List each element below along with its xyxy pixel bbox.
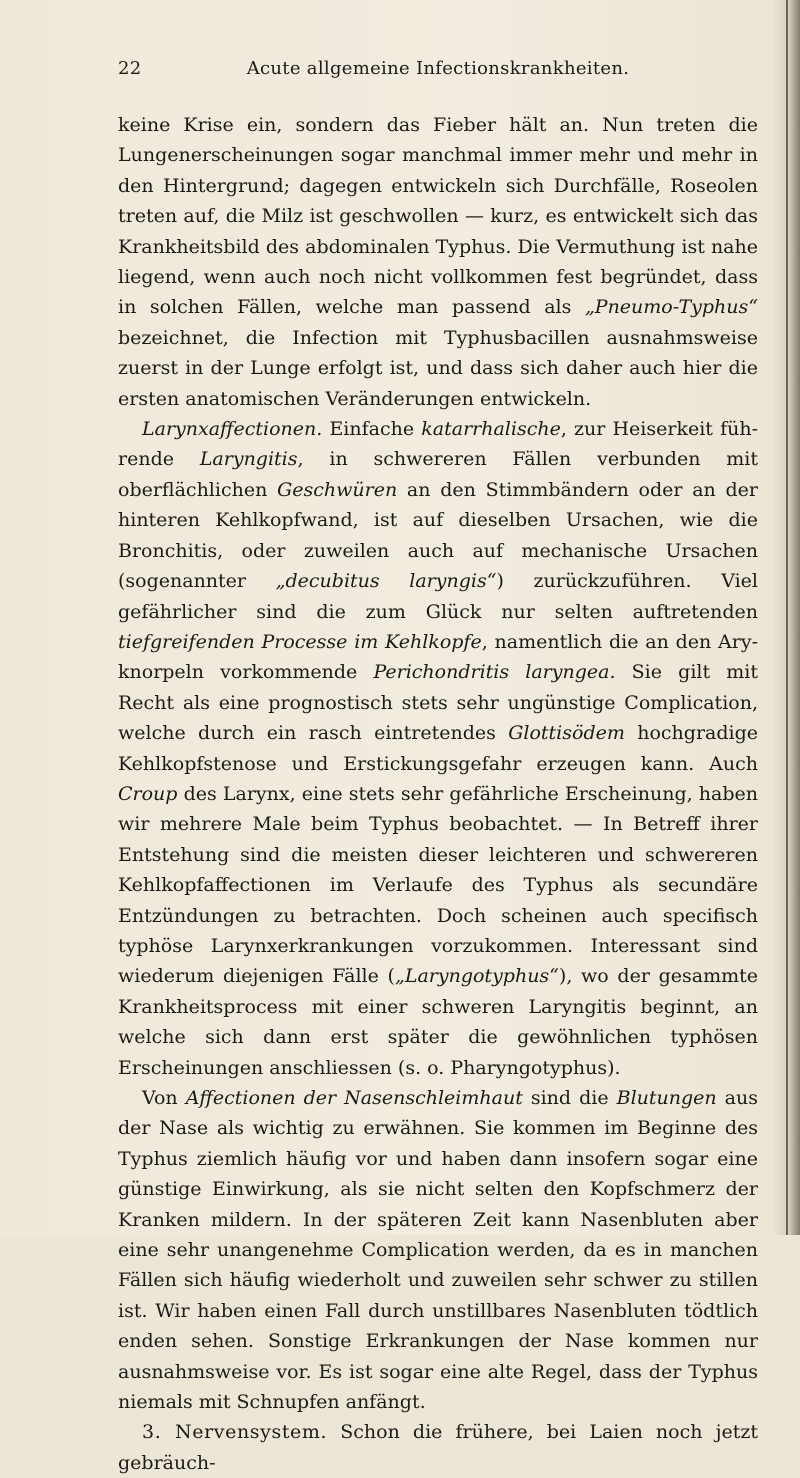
section-heading-larynxaffectionen: Larynxaffectionen.: [142, 418, 323, 441]
page-number: 22: [118, 58, 142, 79]
running-title: Acute allgemeine Infectionskrankheiten.: [246, 58, 630, 79]
paragraph-nasenschleimhaut: Von Affectionen der Nasenschleimhaut sind die Blutungen aus der Nase als wichtig zu erwähnen. Sie kommen im Beginne des Typhus ziemlich häufig vor und haben dann insofern sogar eine günstige Einwirkung, als sie nicht selten den Kopfschmerz der Kranken mildern. In der späteren Zeit kann Nasenbluten aber eine sehr unangenehme Complication werden, da es in manchen Fällen sich häufig wiederholt und zuweilen sehr schwer zu stillen ist. Wir haben einen Fall durch unstillbares Nasenbluten tödtlich enden sehen. Sonstige Erkrankungen der Nase kommen nur ausnahmsweise vor. Es ist sogar eine alte Regel, dass der Typhus niemals mit Schnupfen anfängt.: [118, 1087, 758, 1414]
paragraph-nervensystem: 3. Nervensystem. Schon die frühere, bei Laien noch jetzt gebräuch-: [118, 1421, 758, 1474]
page-header: [118, 58, 758, 88]
paragraph-pneumo-typhus: keine Krise ein, sondern das Fieber hält an. Nun treten die Lungenerscheinungen sogar manchmal immer mehr und mehr in den Hintergrund; dagegen entwickeln sich Durchfälle, Roseolen treten auf, die Milz ist geschwollen — kurz, es entwickelt sich das Krankheitsbild des abdominalen Typhus. Die Vermuthung ist nahe liegend, wenn auch noch nicht vollkommen fest begründet, dass in solchen Fällen, welche man passend als „Pneumo-Typhus“ bezeichnet, die Infection mit Typhusbacillen ausnahmsweise zuerst in der Lunge erfolgt ist, und dass sich daher auch hier die ersten anatomischen Veränderungen entwickeln.: [118, 114, 758, 410]
paragraph-larynxaffectionen: Larynxaffectionen. Einfache katarrhalische, zur Heiserkeit führende Laryngitis, in schwereren Fällen verbunden mit oberflächlichen Geschwüren an den Stimmbändern oder an der hinteren Kehlkopfwand, ist auf dieselben Ursachen, wie die Bronchitis, oder zuweilen auch auf mechanische Ursachen (sogenannter „decubitus laryngis“) zurückzuführen. Viel gefährlicher sind die zum Glück nur selten auftretenden tiefgreifenden Processe im Kehlkopfe, namentlich die an den Aryknorpeln vorkommende Perichondritis laryngea. Sie gilt mit Recht als eine prognostisch stets sehr ungünstige Complication, welche durch ein rasch eintretendes Glottisödem hochgradige Kehlkopfstenose und Erstickungsgefahr erzeugen kann. Auch Croup des Larynx, eine stets sehr gefährliche Erscheinung, haben wir mehrere Male beim Typhus beobachtet. — In Betreff ihrer Entstehung sind die meisten dieser leichteren und schwereren Kehlkopfaffectionen im Verlaufe des Typhus als secundäre Entzündungen zu betrachten. Doch scheinen auch specifisch typhöse Larynxerkrankungen vorzukommen. Interessant sind wiederum diejenigen Fälle („Laryngotyphus“), wo der gesammte Krankheitsprocess mit einer schweren Laryngitis beginnt, an welche sich dann erst später die gewöhnlichen typhösen Erscheinungen anschliessen (s. o. Pharyngotyphus).: [118, 418, 758, 1079]
section-heading-nervensystem: 3. Nervensystem.: [142, 1421, 328, 1444]
body-text: [118, 110, 758, 1478]
page-edge-line: [786, 0, 788, 1235]
term-pneumo-typhus: „Pneumo-Typhus“: [584, 296, 758, 319]
